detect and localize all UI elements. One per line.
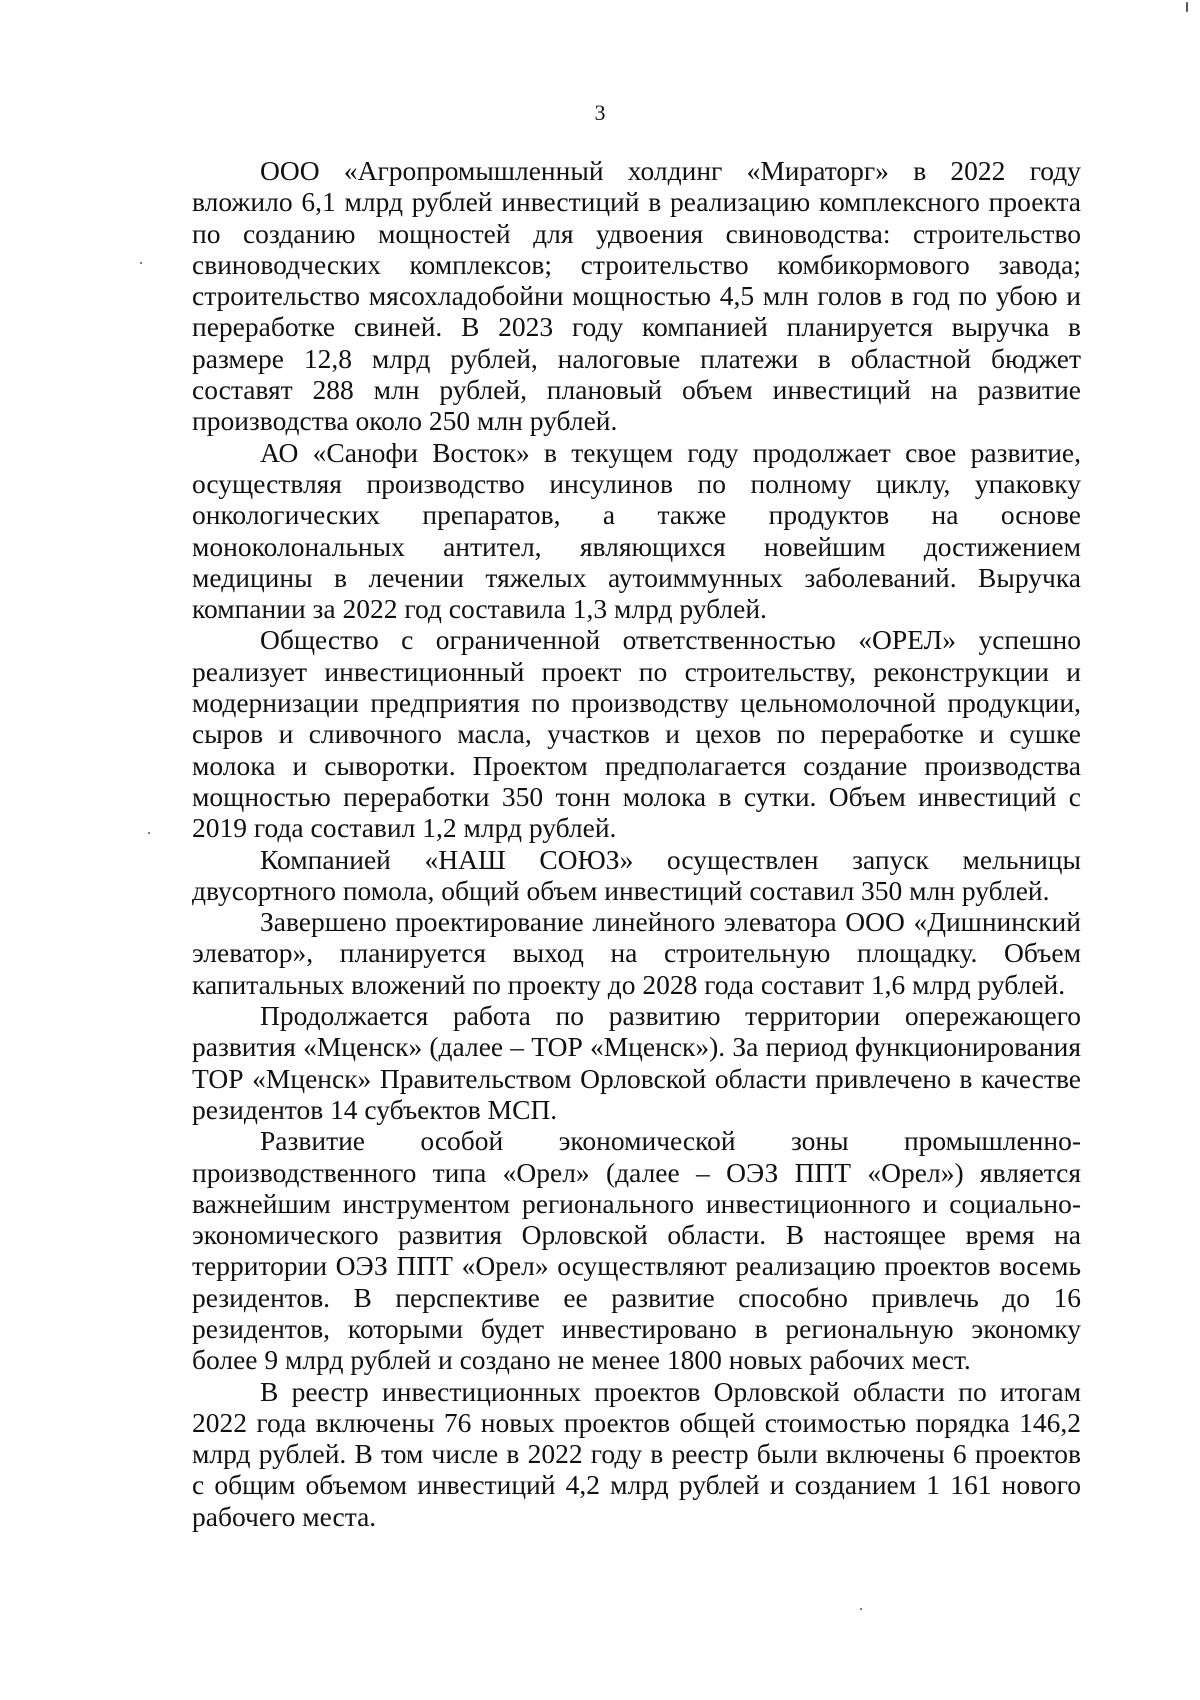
scan-speck [1186, 2, 1188, 12]
paragraph-nash-soyuz: Компанией «НАШ СОЮЗ» осуществлен запуск мельницы двусортного помола, общий объем инвестиций составил 350 млн рублей. [192, 843, 1081, 906]
scan-speck [860, 1608, 862, 1610]
document-body [192, 155, 1081, 1532]
scan-speck [140, 262, 142, 264]
page-number: 3 [594, 100, 606, 125]
paragraph-investment-registry: В реестр инвестиционных проектов Орловской области по итогам 2022 года включены 76 новых проектов общей стоимостью порядка 146,2 млрд рублей. В том числе в 2022 году в реестр были включены 6 проектов с общим объемом инвестиций 4,2 млрд рублей и созданием 1 161 нового рабочего места. [192, 1375, 1081, 1532]
paragraph-oez-orel: Развитие особой экономической зоны промышленно-производственного типа «Орел» (далее – ОЭЗ ППТ «Орел») является важнейшим инструментом регионального инвестиционного и социально-экономического развития Орловской области. В настоящее время на территории ОЭЗ ППТ «Орел» осуществляют реализацию проектов восемь резидентов. В перспективе ее развитие способно привлечь до 16 резидентов, которыми будет инвестировано в региональную экономку более 9 млрд рублей и создано не менее 1800 новых рабочих мест. [192, 1125, 1081, 1376]
scan-speck [148, 832, 150, 834]
paragraph-miratorg: ООО «Агропромышленный холдинг «Мираторг» в 2022 году вложило 6,1 млрд рублей инвестиций в реализацию комплексного проекта по созданию мощностей для удвоения свиноводства: строительство свиноводческих комплексов; строительство комбикормового завода; строительство мясохладобойни мощностью 4,5 млн голов в год по убою и переработке свиней. В 2023 году компанией планируется выручка в размере 12,8 млрд рублей, налоговые платежи в областной бюджет составят 288 млн рублей, плановый объем инвестиций на развитие производства около 250 млн рублей. [192, 155, 1081, 437]
paragraph-elevator: Завершено проектирование линейного элеватора ООО «Дишнинский элеватор», планируется выход на строительную площадку. Объем капитальных вложений по проекту до 2028 года составит 1,6 млрд рублей. [192, 906, 1081, 1000]
paragraph-sanofi: АО «Санофи Восток» в текущем году продолжает свое развитие, осуществляя производство инсулинов по полному циклу, упаковку онкологических препаратов, а также продуктов на основе моноколональных антител, являющихся новейшим достижением медицины в лечении тяжелых аутоиммунных заболеваний. Выручка компании за 2022 год составила 1,3 млрд рублей. [192, 436, 1081, 625]
paragraph-tor-mtsensk: Продолжается работа по развитию территории опережающего развития «Мценск» (далее – ТОР «Мценск»). За период функционирования ТОР «Мценск» Правительством Орловской области привлечено в качестве резидентов 14 субъектов МСП. [192, 1000, 1081, 1125]
paragraph-orel-llc: Общество с ограниченной ответственностью «ОРЕЛ» успешно реализует инвестиционный проект по строительству, реконструкции и модернизации предприятия по производству цельномолочной продукции, сыров и сливочного масла, участков и цехов по переработке и сушке молока и сыворотки. Проектом предполагается создание производства мощностью переработки 350 тонн молока в сутки. Объем инвестиций с 2019 года составил 1,2 млрд рублей. [192, 624, 1081, 844]
